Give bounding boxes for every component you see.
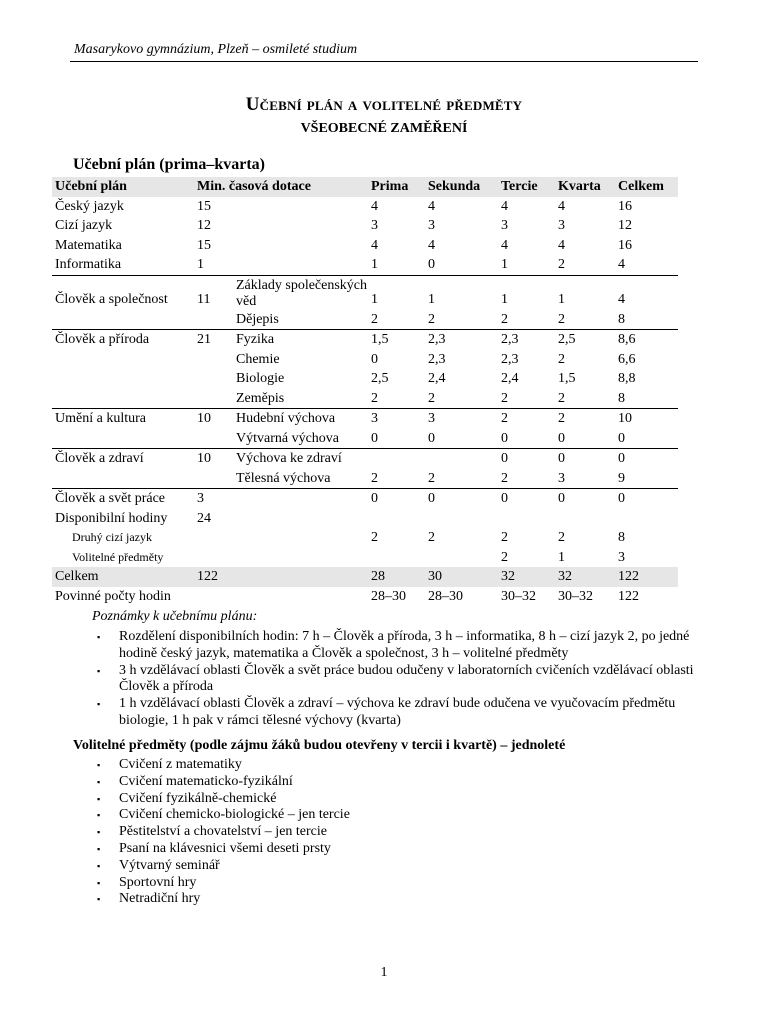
cell: 30 (425, 567, 498, 587)
bullet-icon: ▪ (97, 860, 101, 871)
cell: 32 (555, 567, 615, 587)
cell: 2,4 (501, 371, 519, 386)
cell: 4 (428, 237, 435, 253)
electives-heading: Volitelné předměty (podle zájmu žáků budou otevřeny v tercii i kvartě) – jednoleté (73, 738, 566, 753)
cell: Český jazyk (55, 198, 124, 214)
cell: 2 (501, 311, 508, 327)
cell (368, 509, 425, 529)
cell: 2,5 (371, 371, 389, 386)
cell (233, 548, 368, 568)
cell: 4 (371, 237, 378, 253)
electives-list (93, 757, 593, 908)
list-item (93, 629, 703, 663)
cell: 1 (197, 257, 204, 272)
cell: Tělesná výchova (236, 470, 331, 486)
elective-text: Psaní na klávesnici všemi deseti prsty (119, 840, 331, 856)
cell: 1,5 (558, 371, 576, 386)
cell: 0 (618, 430, 625, 446)
cell: 8 (618, 530, 625, 545)
table-row (52, 587, 678, 607)
cell: 16 (618, 237, 632, 253)
table-row (52, 236, 678, 256)
header-subject: Učební plán (52, 177, 194, 197)
cell: 4 (428, 198, 435, 214)
list-item (93, 891, 593, 908)
cell: 1 (425, 275, 498, 310)
cell: 0 (615, 449, 678, 469)
cell: 4 (371, 198, 378, 214)
bullet-icon: ▪ (97, 843, 101, 854)
cell: 8,6 (615, 330, 678, 350)
cell (425, 449, 498, 469)
page-title: Učební plán a volitelné předměty (245, 94, 523, 115)
cell: 3 (368, 409, 425, 429)
cell (615, 509, 678, 529)
cell: 3 (371, 218, 378, 233)
cell: 2,5 (555, 330, 615, 350)
list-item (93, 807, 593, 824)
table-row (52, 197, 678, 217)
cell: Volitelné předměty (72, 549, 164, 564)
elective-text: Netradiční hry (119, 891, 201, 907)
bullet-icon: ▪ (97, 776, 101, 787)
bullet-icon: ▪ (97, 699, 101, 710)
cell: 16 (618, 198, 632, 214)
cell: 2,3 (498, 330, 555, 350)
curriculum-table (52, 177, 678, 606)
table-row (52, 255, 678, 275)
running-header: Masarykovo gymnázium, Plzeň – osmileté studium (74, 42, 358, 57)
cell: Matematika (55, 237, 122, 253)
cell (52, 350, 194, 370)
cell: 0 (425, 489, 498, 509)
cell: Člověk a společnost (52, 275, 194, 310)
page-number: 1 (380, 965, 388, 980)
cell: 2 (501, 470, 508, 486)
cell: 15 (197, 237, 211, 253)
cell: 0 (558, 430, 565, 446)
note-text: 3 h vzdělávací oblasti Člověk a svět práce budou odučeny v laboratorních cvičeních vzdělávací oblasti Člověk a příroda (119, 662, 694, 695)
cell: Cizí jazyk (55, 218, 113, 233)
cell (52, 310, 194, 330)
cell: 0 (615, 489, 678, 509)
header-min-hours: Min. časová dotace (194, 177, 368, 197)
cell: 28 (368, 567, 425, 587)
table-row (52, 389, 678, 409)
cell: 2 (501, 549, 508, 565)
list-item (93, 858, 593, 875)
header-kvarta: Kvarta (555, 177, 615, 197)
cell: Dějepis (236, 311, 279, 327)
cell: 2 (371, 470, 378, 486)
cell: 0 (498, 489, 555, 509)
cell: Druhý cizí jazyk (72, 530, 152, 544)
list-item (93, 841, 593, 858)
page-subtitle: VŠEOBECNÉ ZAMĚŘENÍ (300, 121, 468, 136)
cell (233, 489, 368, 509)
cell: 30–32 (558, 588, 593, 604)
cell: 2 (428, 390, 435, 406)
elective-text: Cvičení fyzikálně-chemické (119, 790, 277, 806)
notes-heading: Poznámky k učebnímu plánu: (92, 609, 258, 624)
cell (194, 528, 233, 548)
header-celkem: Celkem (615, 177, 678, 197)
table-row (52, 469, 678, 489)
cell (233, 197, 368, 217)
cell: 2,4 (428, 371, 446, 386)
table-row (52, 275, 678, 310)
list-item (93, 696, 703, 730)
cell (52, 369, 194, 389)
cell: Člověk a zdraví (52, 449, 194, 469)
table-header-row (52, 177, 678, 197)
list-item (93, 791, 593, 808)
cell (233, 587, 368, 607)
cell: 28–30 (371, 588, 406, 604)
cell: 8,8 (618, 371, 636, 386)
cell: 30–32 (501, 588, 536, 604)
cell: 0 (501, 430, 508, 446)
cell: 0 (428, 430, 435, 446)
cell: 15 (197, 198, 211, 214)
cell (194, 389, 233, 409)
cell: 2 (558, 351, 565, 367)
cell: 2 (371, 390, 378, 406)
cell (52, 429, 194, 449)
table-row (52, 509, 678, 529)
cell: 11 (194, 275, 233, 310)
cell: 2 (498, 409, 555, 429)
cell: 2,3 (425, 330, 498, 350)
cell: Člověk a příroda (52, 330, 194, 350)
elective-text: Cvičení z matematiky (119, 757, 242, 772)
cell: 6,6 (618, 351, 636, 367)
cell: Biologie (236, 371, 285, 386)
cell: 2 (501, 530, 508, 545)
cell: Výtvarná výchova (236, 430, 340, 446)
cell: 4 (618, 257, 625, 272)
bullet-icon: ▪ (97, 877, 101, 888)
table-row (52, 369, 678, 389)
cell (368, 548, 425, 568)
cell (194, 548, 233, 568)
cell: 2 (371, 311, 378, 327)
cell: 4 (558, 237, 565, 253)
cell (555, 509, 615, 529)
cell: 2 (558, 257, 565, 272)
cell (425, 509, 498, 529)
cell: 2 (501, 390, 508, 406)
cell: 21 (194, 330, 233, 350)
elective-text: Cvičení matematicko-fyzikální (119, 773, 293, 789)
cell: 1 (501, 257, 508, 272)
cell (498, 509, 555, 529)
cell (233, 567, 368, 587)
cell: 0 (555, 449, 615, 469)
cell (233, 216, 368, 236)
cell (52, 469, 194, 489)
cell: 2 (428, 530, 435, 545)
list-item (93, 774, 593, 791)
table-row (52, 350, 678, 370)
cell (233, 236, 368, 256)
bullet-icon: ▪ (97, 810, 101, 821)
table-row (52, 449, 678, 469)
cell: 2 (558, 311, 565, 327)
bullet-icon: ▪ (97, 827, 101, 838)
cell: 10 (615, 409, 678, 429)
table-row (52, 310, 678, 330)
cell: 0 (368, 489, 425, 509)
cell: 8 (618, 390, 625, 406)
cell: 1 (498, 275, 555, 310)
cell: Fyzika (233, 330, 368, 350)
cell: 1 (368, 275, 425, 310)
cell: 28–30 (428, 588, 463, 604)
cell: 0 (428, 257, 435, 272)
cell: 3 (501, 218, 508, 233)
cell: 8 (618, 311, 625, 327)
cell: 3 (558, 470, 565, 486)
cell (233, 255, 368, 275)
bullet-icon: ▪ (97, 760, 101, 770)
cell: 122 (615, 567, 678, 587)
cell: 4 (615, 275, 678, 310)
cell (194, 350, 233, 370)
table-row (52, 429, 678, 449)
elective-text: Cvičení chemicko-biologické – jen tercie (119, 807, 350, 823)
cell: 0 (498, 449, 555, 469)
cell: 3 (558, 218, 565, 233)
cell (52, 389, 194, 409)
cell: 122 (618, 588, 639, 604)
elective-text: Sportovní hry (119, 874, 197, 890)
cell: Člověk a svět práce (52, 489, 194, 509)
cell: 10 (194, 409, 233, 429)
cell: 4 (501, 198, 508, 214)
cell (194, 429, 233, 449)
cell: 2 (428, 470, 435, 486)
bullet-icon: ▪ (97, 793, 101, 804)
elective-text: Pěstitelství a chovatelství – jen tercie (119, 824, 327, 840)
cell: 9 (618, 470, 625, 486)
cell (233, 509, 368, 529)
cell (368, 449, 425, 469)
header-sekunda: Sekunda (425, 177, 498, 197)
list-item (93, 757, 593, 774)
cell: 2 (558, 390, 565, 406)
cell: 2 (428, 311, 435, 327)
cell: 4 (501, 237, 508, 253)
cell: 2,3 (428, 351, 446, 367)
table-row (52, 489, 678, 509)
cell: 3 (428, 218, 435, 233)
header-tercie: Tercie (498, 177, 555, 197)
cell: Umění a kultura (52, 409, 194, 429)
bullet-icon: ▪ (97, 665, 101, 676)
cell: Výchova ke zdraví (233, 449, 368, 469)
cell: 1,5 (368, 330, 425, 350)
note-text: 1 h vzdělávací oblasti Člověk a zdraví – výchova ke zdraví bude odučena ve vyučovacím předmětu biologie, 1 h pak v rámci tělesné výchovy (kvarta) (119, 696, 676, 728)
cell (194, 469, 233, 489)
table-row (52, 528, 678, 548)
bullet-icon: ▪ (97, 632, 101, 642)
cell: 122 (194, 567, 233, 587)
table-row (52, 216, 678, 236)
cell: 2 (371, 530, 378, 545)
list-item (93, 663, 703, 697)
table-row (52, 330, 678, 350)
list-item (93, 824, 593, 841)
cell: 4 (558, 198, 565, 214)
cell: Celkem (52, 567, 194, 587)
list-item (93, 875, 593, 892)
cell (194, 310, 233, 330)
header-rule (70, 61, 698, 62)
cell: 12 (197, 218, 211, 233)
table-row (52, 409, 678, 429)
cell: 0 (371, 430, 378, 446)
cell: Hudební výchova (233, 409, 368, 429)
elective-text: Výtvarný seminář (119, 857, 220, 873)
bullet-icon: ▪ (97, 894, 101, 905)
cell (233, 528, 368, 548)
cell (194, 587, 233, 607)
cell: 1 (558, 549, 565, 565)
cell: 2 (555, 409, 615, 429)
cell (425, 548, 498, 568)
cell: 3 (194, 489, 233, 509)
cell: 24 (197, 510, 211, 526)
cell: 10 (194, 449, 233, 469)
notes-list (93, 629, 703, 730)
cell: 0 (371, 351, 378, 367)
cell: 12 (618, 218, 632, 233)
cell: Informatika (55, 257, 122, 272)
cell: Základy společenských věd (233, 275, 368, 310)
plan-section-heading: Učební plán (prima–kvarta) (73, 156, 265, 173)
cell: 3 (618, 549, 625, 565)
cell: 2,3 (501, 351, 519, 367)
cell: 2 (558, 530, 565, 545)
cell: Chemie (236, 351, 280, 367)
note-text: Rozdělení disponibilních hodin: 7 h – Člověk a příroda, 3 h – informatika, 8 h – cizí jazyk 2, po jedné hodině český jazyk, matematika a Člověk a společnost, 3 h – volitelné předměty (119, 629, 690, 661)
cell: 3 (425, 409, 498, 429)
cell: 0 (555, 489, 615, 509)
cell: Zeměpis (236, 390, 285, 406)
header-prima: Prima (368, 177, 425, 197)
table-row-total (52, 567, 678, 587)
table-row (52, 548, 678, 568)
cell: Povinné počty hodin (55, 588, 171, 604)
cell: 1 (371, 257, 378, 272)
cell: Disponibilní hodiny (55, 510, 168, 526)
cell: 32 (498, 567, 555, 587)
cell: 1 (555, 275, 615, 310)
cell (194, 369, 233, 389)
